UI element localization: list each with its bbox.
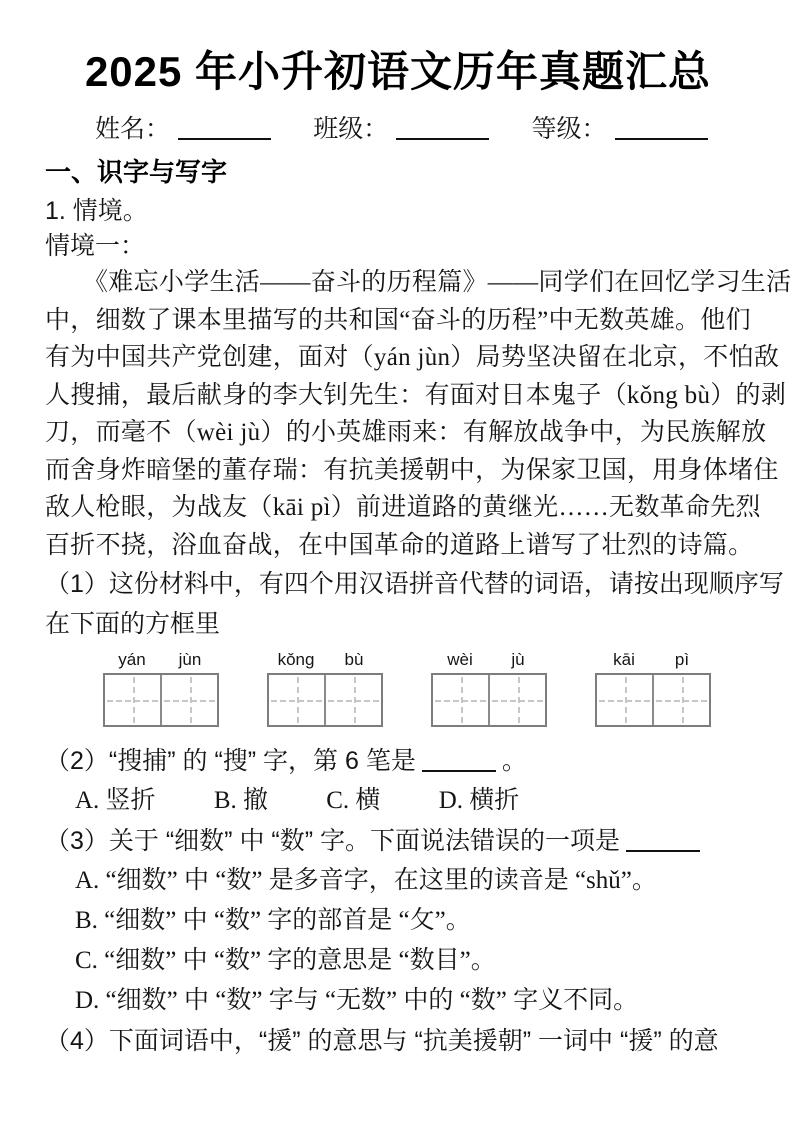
pinyin-syllable: wèi (447, 650, 473, 669)
sub-question-2-period: 。 (501, 747, 527, 775)
grade-field (532, 112, 708, 148)
sub-question-3-option-d: D. “细数” 中 “数” 字与 “无数” 中的 “数” 字义不同。 (75, 987, 639, 1014)
passage-line: 《难忘小学生活——奋斗的历程篇》——同学们在回忆学习生活 (83, 269, 792, 296)
class-blank (396, 116, 489, 140)
writing-grid-box (103, 673, 219, 727)
writing-grid-box (267, 673, 383, 727)
writing-cell (597, 675, 652, 725)
sub-question-3-option-b: B. “细数” 中 “数” 字的部首是 “攵”。 (75, 907, 471, 934)
name-label: 姓名： (95, 116, 171, 143)
name-field (95, 112, 271, 148)
pinyin-box-row (103, 650, 751, 727)
pinyin-syllable: pì (674, 650, 690, 669)
option-c: C. 横 (326, 787, 381, 814)
sub-question-3-option-c: C. “细数” 中 “数” 字的意思是 “数目”。 (75, 947, 496, 974)
pinyin-labels (267, 650, 383, 670)
class-field (313, 112, 489, 148)
passage-line: 敌人枪眼，为战友（kāi pì）前进道路的黄继光……无数革命先烈 (45, 494, 761, 521)
passage (45, 264, 792, 564)
sub-question-2 (45, 741, 751, 781)
pinyin-group-kaipi (595, 650, 711, 727)
name-blank (178, 116, 271, 140)
pinyin-syllable: jùn (178, 650, 202, 669)
answer-blank (422, 748, 496, 772)
sub-question-3-stem: （3）关于 “细数” 中 “数” 字。下面说法错误的一项是 (45, 827, 620, 855)
option-b: B. 撤 (213, 787, 268, 814)
writing-cell (160, 675, 217, 725)
sub-question-2-stem: （2）“搜捕” 的 “搜” 字，第 6 笔是 (45, 747, 416, 775)
sub-question-1-line1: （1）这份材料中，有四个用汉语拼音代替的词语，请按出现顺序写 (45, 570, 784, 598)
pinyin-syllable: kǒng (277, 650, 315, 669)
writing-cell (652, 675, 709, 725)
pinyin-syllable: kāi (613, 650, 635, 669)
pinyin-labels (595, 650, 711, 670)
section-heading: 一、识字与写字 (45, 157, 228, 187)
writing-cell (433, 675, 488, 725)
passage-line: 中，细数了课本里描写的共和国“奋斗的历程”中无数英雄。他们 (45, 306, 751, 334)
pinyin-syllable: yán (118, 650, 146, 669)
writing-cell (488, 675, 545, 725)
header-fields-row (95, 112, 751, 148)
grade-label: 等级： (531, 116, 607, 143)
passage-line: 百折不挠，浴血奋战，在中国革命的道路上谱写了壮烈的诗篇。 (45, 531, 754, 559)
question-1-label: 1. 情境。 (45, 197, 148, 225)
option-d: D. 横折 (438, 787, 520, 814)
scenario-label: 情境一： (45, 233, 146, 260)
class-label: 班级： (313, 116, 389, 143)
passage-line: 人搜捕，最后献身的李大钊先生：有面对日本鬼子（kǒng bù）的剥 (45, 381, 787, 409)
pinyin-group-weiju (431, 650, 547, 727)
pinyin-labels (103, 650, 219, 670)
grade-blank (615, 116, 708, 140)
pinyin-syllable: bù (344, 650, 364, 669)
sub-question-3 (45, 821, 751, 861)
answer-blank (626, 828, 700, 852)
passage-line: 刀，而毫不（wèi jù）的小英雄雨来：有解放战争中，为民族解放 (45, 419, 767, 446)
writing-grid-box (595, 673, 711, 727)
writing-grid-box (431, 673, 547, 727)
sub-question-3-option-a: A. “细数” 中 “数” 是多音字，在这里的读音是 “shǔ”。 (75, 867, 657, 894)
page-title: 2025 年小升初语文历年真题汇总 (84, 48, 712, 95)
sub-question-2-options (45, 781, 751, 821)
pinyin-syllable: jù (511, 650, 525, 669)
sub-question-4: （4）下面词语中，“援” 的意思与 “抗美援朝” 一词中 “援” 的意 (45, 1027, 719, 1055)
pinyin-group-kongbu (267, 650, 383, 727)
pinyin-group-yanjun (103, 650, 219, 727)
writing-cell (324, 675, 381, 725)
writing-cell (105, 675, 160, 725)
sub-question-1-line2: 在下面的方框里 (45, 610, 221, 638)
pinyin-labels (431, 650, 547, 670)
writing-cell (269, 675, 324, 725)
passage-line: 有为中国共产党创建，面对（yán jùn）局势坚决留在北京，不怕敌 (45, 344, 780, 371)
passage-line: 而舍身炸暗堡的董存瑞：有抗美援朝中，为保家卫国，用身体堵住 (45, 456, 779, 484)
option-a: A. 竖折 (75, 787, 156, 814)
